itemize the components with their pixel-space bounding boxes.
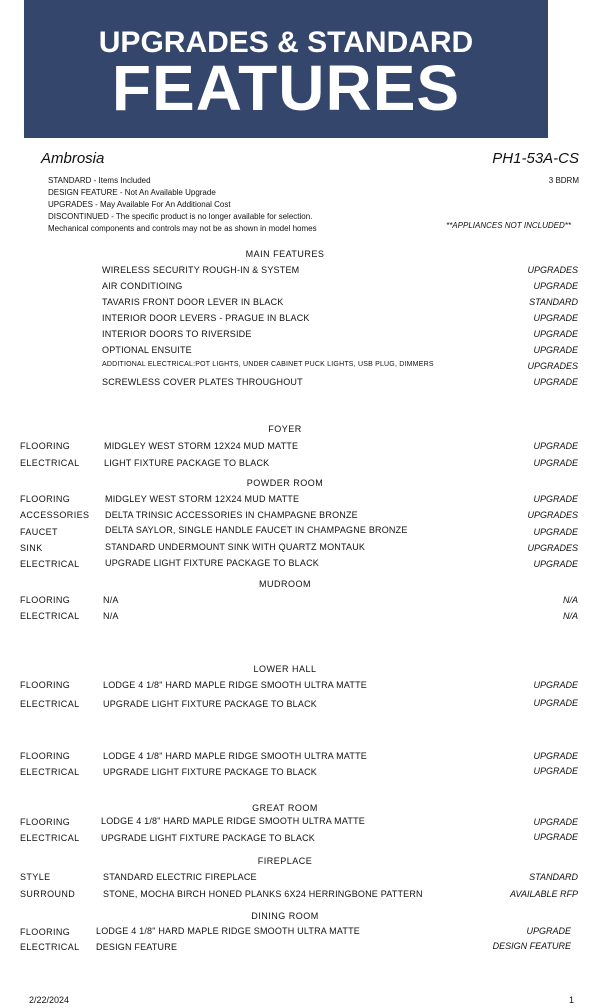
row-label: ELECTRICAL bbox=[20, 611, 80, 621]
model-code: PH1-53A-CS bbox=[492, 150, 579, 167]
legend-upgrades: UPGRADES - May Available For An Additional Cost bbox=[48, 200, 231, 209]
feature-desc: TAVARIS FRONT DOOR LEVER IN BLACK bbox=[102, 297, 284, 307]
banner-title-line1: UPGRADES & STANDARD bbox=[98, 26, 474, 59]
feature-value: UPGRADE bbox=[533, 329, 578, 339]
row-label: SURROUND bbox=[20, 889, 76, 899]
feature-value: UPGRADE bbox=[533, 345, 578, 355]
row-value: UPGRADE bbox=[533, 680, 578, 690]
row-value: UPGRADE bbox=[533, 817, 578, 827]
feature-desc: SCREWLESS COVER PLATES THROUGHOUT bbox=[102, 377, 303, 387]
row-desc: UPGRADE LIGHT FIXTURE PACKAGE TO BLACK bbox=[101, 833, 315, 843]
row-value: UPGRADE bbox=[533, 527, 578, 537]
row-label: FLOORING bbox=[20, 751, 71, 761]
banner-title-line2: FEATURES bbox=[111, 52, 461, 124]
row-desc: STANDARD ELECTRIC FIREPLACE bbox=[103, 872, 257, 882]
row-value: UPGRADES bbox=[527, 543, 578, 553]
row-label: ELECTRICAL bbox=[20, 699, 80, 709]
row-desc: STONE, MOCHA BIRCH HONED PLANKS 6X24 HERRINGBONE PATTERN bbox=[103, 889, 423, 899]
row-label: SINK bbox=[20, 543, 43, 553]
row-label: ELECTRICAL bbox=[20, 458, 80, 468]
feature-desc: WIRELESS SECURITY ROUGH-IN & SYSTEM bbox=[102, 265, 300, 275]
row-desc: MIDGLEY WEST STORM 12X24 MUD MATTE bbox=[105, 494, 300, 504]
row-value: UPGRADE bbox=[533, 494, 578, 504]
row-label: FLOORING bbox=[20, 817, 71, 827]
row-desc: MIDGLEY WEST STORM 12X24 MUD MATTE bbox=[104, 441, 299, 451]
feature-value: STANDARD bbox=[529, 297, 578, 307]
row-desc: UPGRADE LIGHT FIXTURE PACKAGE TO BLACK bbox=[103, 767, 317, 777]
row-label: FLOORING bbox=[20, 680, 71, 690]
section-heading-dining-room: DINING ROOM bbox=[251, 911, 319, 921]
footer-date: 2/22/2024 bbox=[29, 995, 70, 1005]
row-desc: N/A bbox=[103, 595, 119, 605]
row-value: UPGRADE bbox=[533, 766, 578, 776]
legend-discontinued: DISCONTINUED - The specific product is no longer available for selection. bbox=[48, 212, 313, 221]
section-heading-great-room: GREAT ROOM bbox=[252, 803, 318, 813]
section-heading-powder-room: POWDER ROOM bbox=[246, 478, 324, 488]
row-value: UPGRADE bbox=[533, 559, 578, 569]
section-heading-mudroom: MUDROOM bbox=[259, 579, 311, 589]
row-label: ACCESSORIES bbox=[20, 510, 90, 520]
row-label: ELECTRICAL bbox=[20, 767, 80, 777]
row-desc: LODGE 4 1/8" HARD MAPLE RIDGE SMOOTH ULTRA MATTE bbox=[103, 680, 368, 690]
feature-desc: AIR CONDITIOING bbox=[102, 281, 183, 291]
feature-desc: INTERIOR DOOR LEVERS - PRAGUE IN BLACK bbox=[102, 313, 310, 323]
row-desc: DESIGN FEATURE bbox=[96, 942, 178, 952]
feature-value: UPGRADE bbox=[533, 281, 578, 291]
row-label: FAUCET bbox=[20, 527, 58, 537]
row-value: UPGRADE bbox=[533, 698, 578, 708]
row-label: FLOORING bbox=[20, 595, 71, 605]
bedroom-count: 3 BDRM bbox=[548, 176, 579, 185]
feature-value: UPGRADE bbox=[533, 377, 578, 387]
row-value: UPGRADE bbox=[533, 441, 578, 451]
model-name: Ambrosia bbox=[41, 150, 105, 167]
section-heading-lower-hall: LOWER HALL bbox=[253, 664, 317, 674]
legend-standard: STANDARD - Items Included bbox=[48, 176, 151, 185]
row-desc: DELTA SAYLOR, SINGLE HANDLE FAUCET IN CHAMPAGNE BRONZE bbox=[105, 525, 408, 535]
row-desc: N/A bbox=[103, 611, 119, 621]
row-desc: LODGE 4 1/8" HARD MAPLE RIDGE SMOOTH ULTRA MATTE bbox=[101, 816, 366, 826]
row-label: FLOORING bbox=[20, 494, 71, 504]
row-value: UPGRADE bbox=[533, 458, 578, 468]
feature-value: UPGRADES bbox=[527, 265, 578, 275]
section-heading-main-features: MAIN FEATURES bbox=[245, 249, 325, 259]
page-number: 1 bbox=[568, 995, 574, 1005]
row-label: ELECTRICAL bbox=[20, 833, 80, 843]
row-value: UPGRADE bbox=[533, 832, 578, 842]
row-label: ELECTRICAL bbox=[20, 559, 80, 569]
row-label: FLOORING bbox=[20, 441, 71, 451]
row-value: UPGRADES bbox=[527, 510, 578, 520]
title-banner bbox=[24, 0, 548, 138]
row-label: STYLE bbox=[20, 872, 51, 882]
legend-mechanical-note: Mechanical components and controls may not be as shown in model homes bbox=[48, 224, 317, 233]
appliances-note: **APPLIANCES NOT INCLUDED** bbox=[446, 221, 571, 230]
row-desc: DELTA TRINSIC ACCESSORIES IN CHAMPAGNE BRONZE bbox=[105, 510, 358, 520]
section-heading-fireplace: FIREPLACE bbox=[257, 856, 313, 866]
row-value: AVAILABLE RFP bbox=[509, 889, 578, 899]
row-desc: LODGE 4 1/8" HARD MAPLE RIDGE SMOOTH ULTRA MATTE bbox=[96, 926, 361, 936]
feature-desc: INTERIOR DOORS TO RIVERSIDE bbox=[102, 329, 252, 339]
row-desc: LODGE 4 1/8" HARD MAPLE RIDGE SMOOTH ULTRA MATTE bbox=[103, 751, 368, 761]
feature-desc: ADDITIONAL ELECTRICAL:POT LIGHTS, UNDER CABINET PUCK LIGHTS, USB PLUG, DIMMERS bbox=[102, 361, 434, 368]
row-label: FLOORING bbox=[20, 927, 71, 937]
row-label: ELECTRICAL bbox=[20, 942, 80, 952]
row-value: UPGRADE bbox=[526, 926, 571, 936]
row-desc: UPGRADE LIGHT FIXTURE PACKAGE TO BLACK bbox=[103, 699, 317, 709]
row-value: DESIGN FEATURE bbox=[492, 941, 571, 951]
section-heading-foyer: FOYER bbox=[268, 424, 302, 434]
row-desc: STANDARD UNDERMOUNT SINK WITH QUARTZ MONTAUK bbox=[105, 542, 366, 552]
row-desc: UPGRADE LIGHT FIXTURE PACKAGE TO BLACK bbox=[105, 558, 319, 568]
row-desc: LIGHT FIXTURE PACKAGE TO BLACK bbox=[104, 458, 270, 468]
feature-value: UPGRADE bbox=[533, 313, 578, 323]
feature-desc: OPTIONAL ENSUITE bbox=[102, 345, 192, 355]
legend-design-feature: DESIGN FEATURE - Not An Available Upgrade bbox=[48, 188, 216, 197]
row-value: STANDARD bbox=[529, 872, 578, 882]
feature-value: UPGRADES bbox=[527, 361, 578, 371]
row-value: UPGRADE bbox=[533, 751, 578, 761]
row-value: N/A bbox=[562, 611, 578, 621]
row-value: N/A bbox=[562, 595, 578, 605]
